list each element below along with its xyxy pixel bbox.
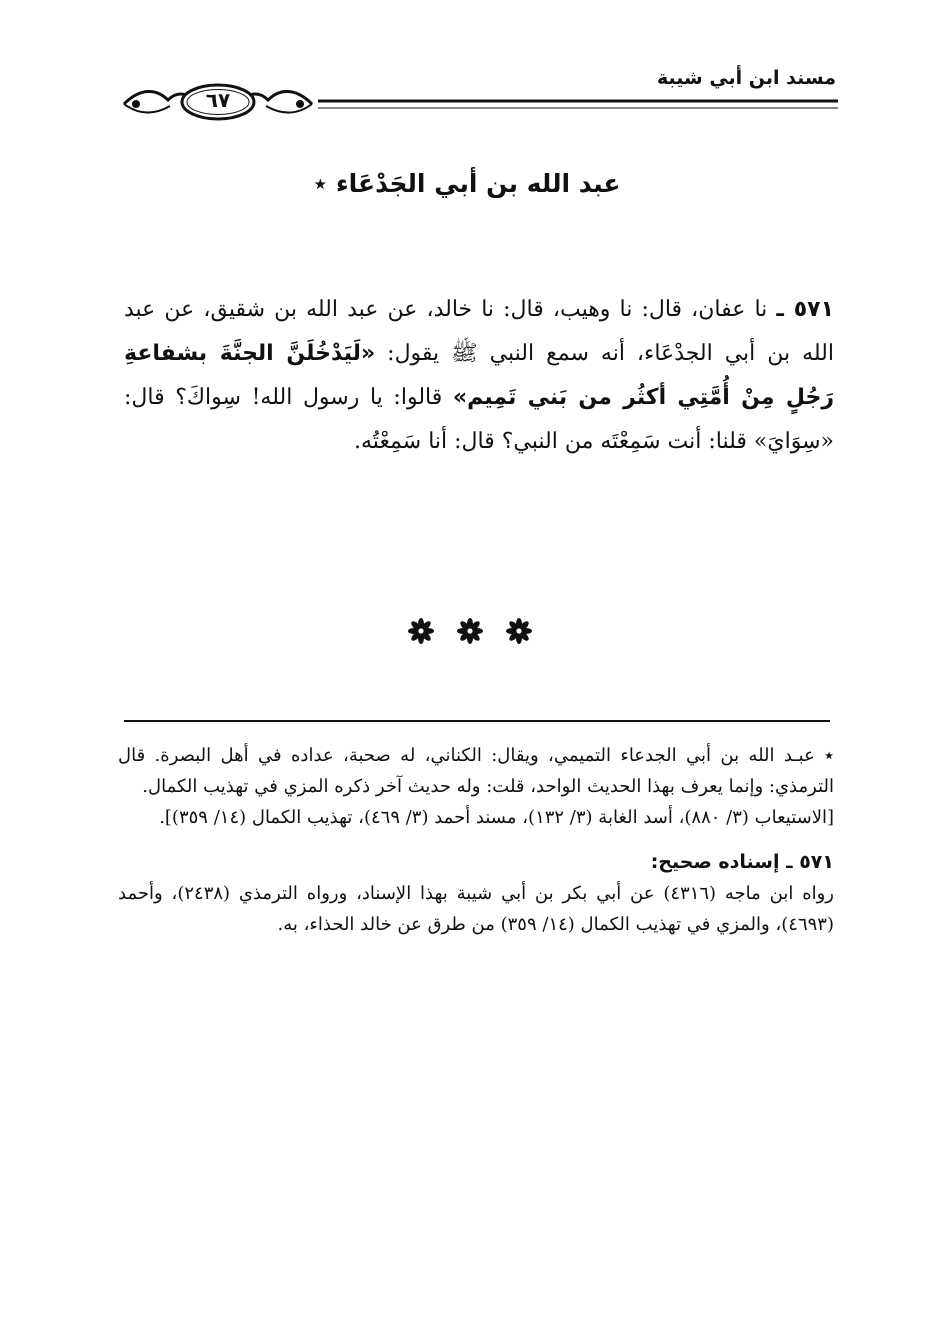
page-number: ٦٧ xyxy=(205,88,231,112)
hadith-chain: نا عفان، قال: نا وهيب، قال: نا خالد، عن عبد الله بن شقيق، عن عبد الله بن أبي الجدْعَاء، أنه سمع النبي ﷺ يقول: xyxy=(124,297,834,366)
header-double-rule xyxy=(318,96,838,116)
footnote-grading-text: رواه ابن ماجه (٤٣١٦) عن أبي بكر بن أبي شيبة بهذا الإسناد، ورواه الترمذي (٢٤٣٨)، وأحمد (٤٦٩٣)، والمزي في تهذيب الكمال (١٤/ ٣٥٩) من طرق عن خالد الحذاء، به. xyxy=(118,883,835,935)
hadith-number: ٥٧١ ـ xyxy=(776,297,835,322)
hadith-text: «لَيَدْخُلَنَّ الجنَّةَ بشفاعةِ رَجُلٍ مِنْ أُمَّتِي أكثُر من بَني تَمِيم» xyxy=(124,341,834,410)
hadith-body xyxy=(124,288,834,464)
eight-petal-star-icon xyxy=(506,618,532,644)
chapter-title: عبد الله بن أبي الجَدْعَاء ٭ xyxy=(313,169,621,198)
footnote-references: [الاستيعاب (٣/ ٨٨٠)، أسد الغابة (٣/ ١٣٢)، مسند أحمد (٣/ ٤٦٩)، تهذيب الكمال (١٤/ ٣٥٩)]. xyxy=(159,807,834,828)
section-divider xyxy=(408,616,532,646)
running-header-title: مسند ابن أبي شيبة xyxy=(656,67,836,89)
footnotes xyxy=(118,740,834,940)
eight-petal-star-icon xyxy=(408,618,434,644)
footnote-biography: ٭ عبـد الله بن أبي الجدعاء التميمي، ويقال: الكناني، له صحبة، عداده في أهل البصرة. قال الترمذي: وإنما يعرف بهذا الحديث الواحد، قلت: وله حديث آخر ذكره المزي في تهذيب الكمال. xyxy=(118,745,834,797)
hadith-dialogue: قالوا: يا رسول الله! سِواكَ؟ قال: «سِوَايَ» قلنا: أنت سَمِعْتَه من النبي؟ قال: أنا سَمِعْتُه. xyxy=(124,385,834,454)
hadith-paragraph xyxy=(124,288,834,464)
footnote-grading-heading: ٥٧١ ـ إسناده صحيح: xyxy=(650,851,834,873)
footnote-separator xyxy=(124,720,830,722)
eight-petal-star-icon xyxy=(457,618,483,644)
